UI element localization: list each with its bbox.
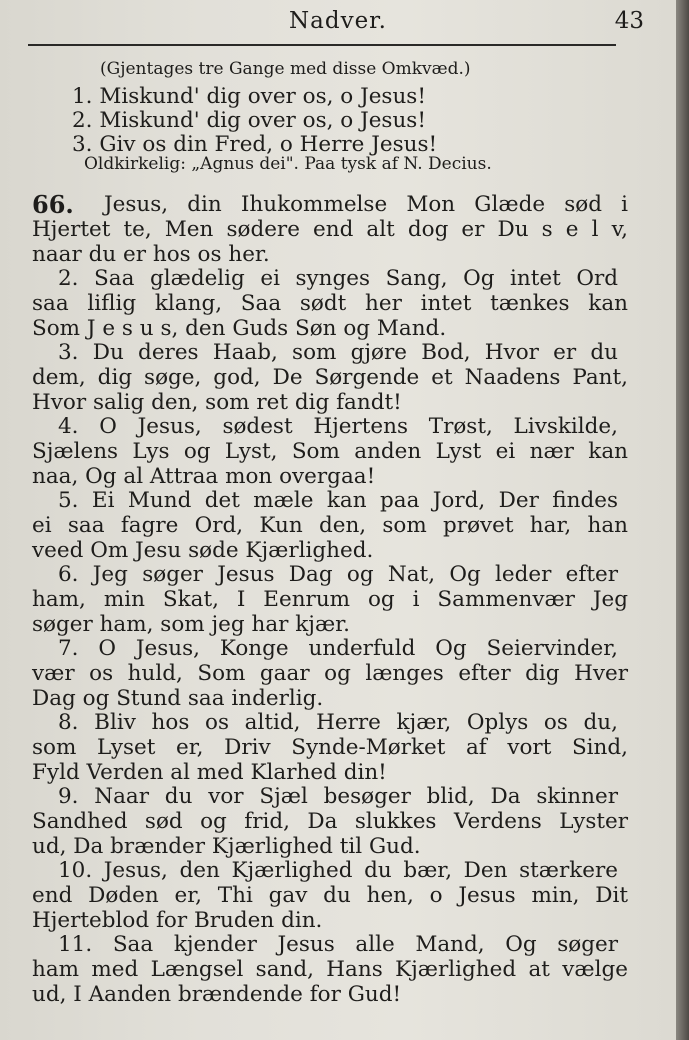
hymn-line: 7. O Jesus, Konge underfuld Og Seiervinder, [58, 636, 618, 661]
hymn-line: 10. Jesus, den Kjærlighed du bær, Den stærkere [58, 858, 618, 883]
hymn-line: ud, Da brænder Kjærlighed til Gud. [32, 834, 421, 859]
hymn-line: 9. Naar du vor Sjæl besøger blid, Da skinner [58, 784, 618, 809]
page-edge [676, 0, 689, 1040]
hymn-line: 8. Bliv hos os altid, Herre kjær, Oplys os du, [58, 710, 618, 735]
hymn-line: ham, min Skat, I Eenrum og i Sammenvær Jeg [32, 587, 628, 612]
hymn-line: ei saa fagre Ord, Kun den, som prøvet har, han [32, 513, 628, 538]
hymn-line: 11. Saa kjender Jesus alle Mand, Og søger [58, 932, 618, 957]
hymn-line: Hjertet te, Men sødere end alt dog er Du s e l v, [32, 217, 628, 242]
hymn-line: dem, dig søge, god, De Sørgende et Naadens Pant, [32, 365, 628, 390]
hymn-line: Jesus, din Ihukommelse Mon Glæde sød i [104, 192, 628, 217]
hymn-line: Sjælens Lys og Lyst, Som anden Lyst ei nær kan [32, 439, 628, 464]
hymn-line: ud, I Aanden brændende for Gud! [32, 982, 402, 1007]
hymn-line: naa, Og al Attraa mon overgaa! [32, 464, 376, 489]
hymn-line: Som J e s u s, den Guds Søn og Mand. [32, 316, 447, 341]
hymn-line: Dag og Stund saa inderlig. [32, 686, 324, 711]
hymn-line: ham med Længsel sand, Hans Kjærlighed at vælge [32, 957, 628, 982]
intro-note: (Gjentages tre Gange med disse Omkvæd.) [100, 59, 471, 79]
hymn-line: Sandhed sød og frid, Da slukkes Verdens Lyster [32, 809, 628, 834]
hymn-line: 6. Jeg søger Jesus Dag og Nat, Og leder efter [58, 562, 618, 587]
page-title: Nadver. [289, 8, 387, 34]
response-line: 2. Miskund' dig over os, o Jesus! [72, 108, 426, 133]
response-line: 1. Miskund' dig over os, o Jesus! [72, 84, 426, 109]
hymn-line: veed Om Jesu søde Kjærlighed. [32, 538, 374, 563]
hymn-line: saa liflig klang, Saa sødt her intet tænkes kan [32, 291, 628, 316]
hymn-line: Hjerteblod for Bruden din. [32, 908, 323, 933]
hymn-line: som Lyset er, Driv Synde-Mørket af vort Sind, [32, 735, 628, 760]
hymn-line: vær os huld, Som gaar og længes efter dig Hver [32, 661, 628, 686]
header-rule [28, 44, 616, 46]
hymn-line: 4. O Jesus, sødest Hjertens Trøst, Livskilde, [58, 414, 618, 439]
hymn-line: 2. Saa glædelig ei synges Sang, Og intet Ord [58, 266, 618, 291]
attribution: Oldkirkelig: „Agnus dei". Paa tysk af N. Decius. [84, 154, 492, 174]
hymn-line: Hvor salig den, som ret dig fandt! [32, 390, 402, 415]
hymn-line: naar du er hos os her. [32, 242, 270, 267]
response-line: 3. Giv os din Fred, o Herre Jesus! [72, 132, 438, 157]
hymn-line: 5. Ei Mund det mæle kan paa Jord, Der findes [58, 488, 618, 513]
hymn-number: 66. [32, 190, 74, 219]
page-number: 43 [614, 8, 644, 34]
hymn-line: end Døden er, Thi gav du hen, o Jesus min, Dit [32, 883, 628, 908]
hymn-line: 3. Du deres Haab, som gjøre Bod, Hvor er du [58, 340, 618, 365]
hymn-line: søger ham, som jeg har kjær. [32, 612, 350, 637]
hymn-line: Fyld Verden al med Klarhed din! [32, 760, 387, 785]
